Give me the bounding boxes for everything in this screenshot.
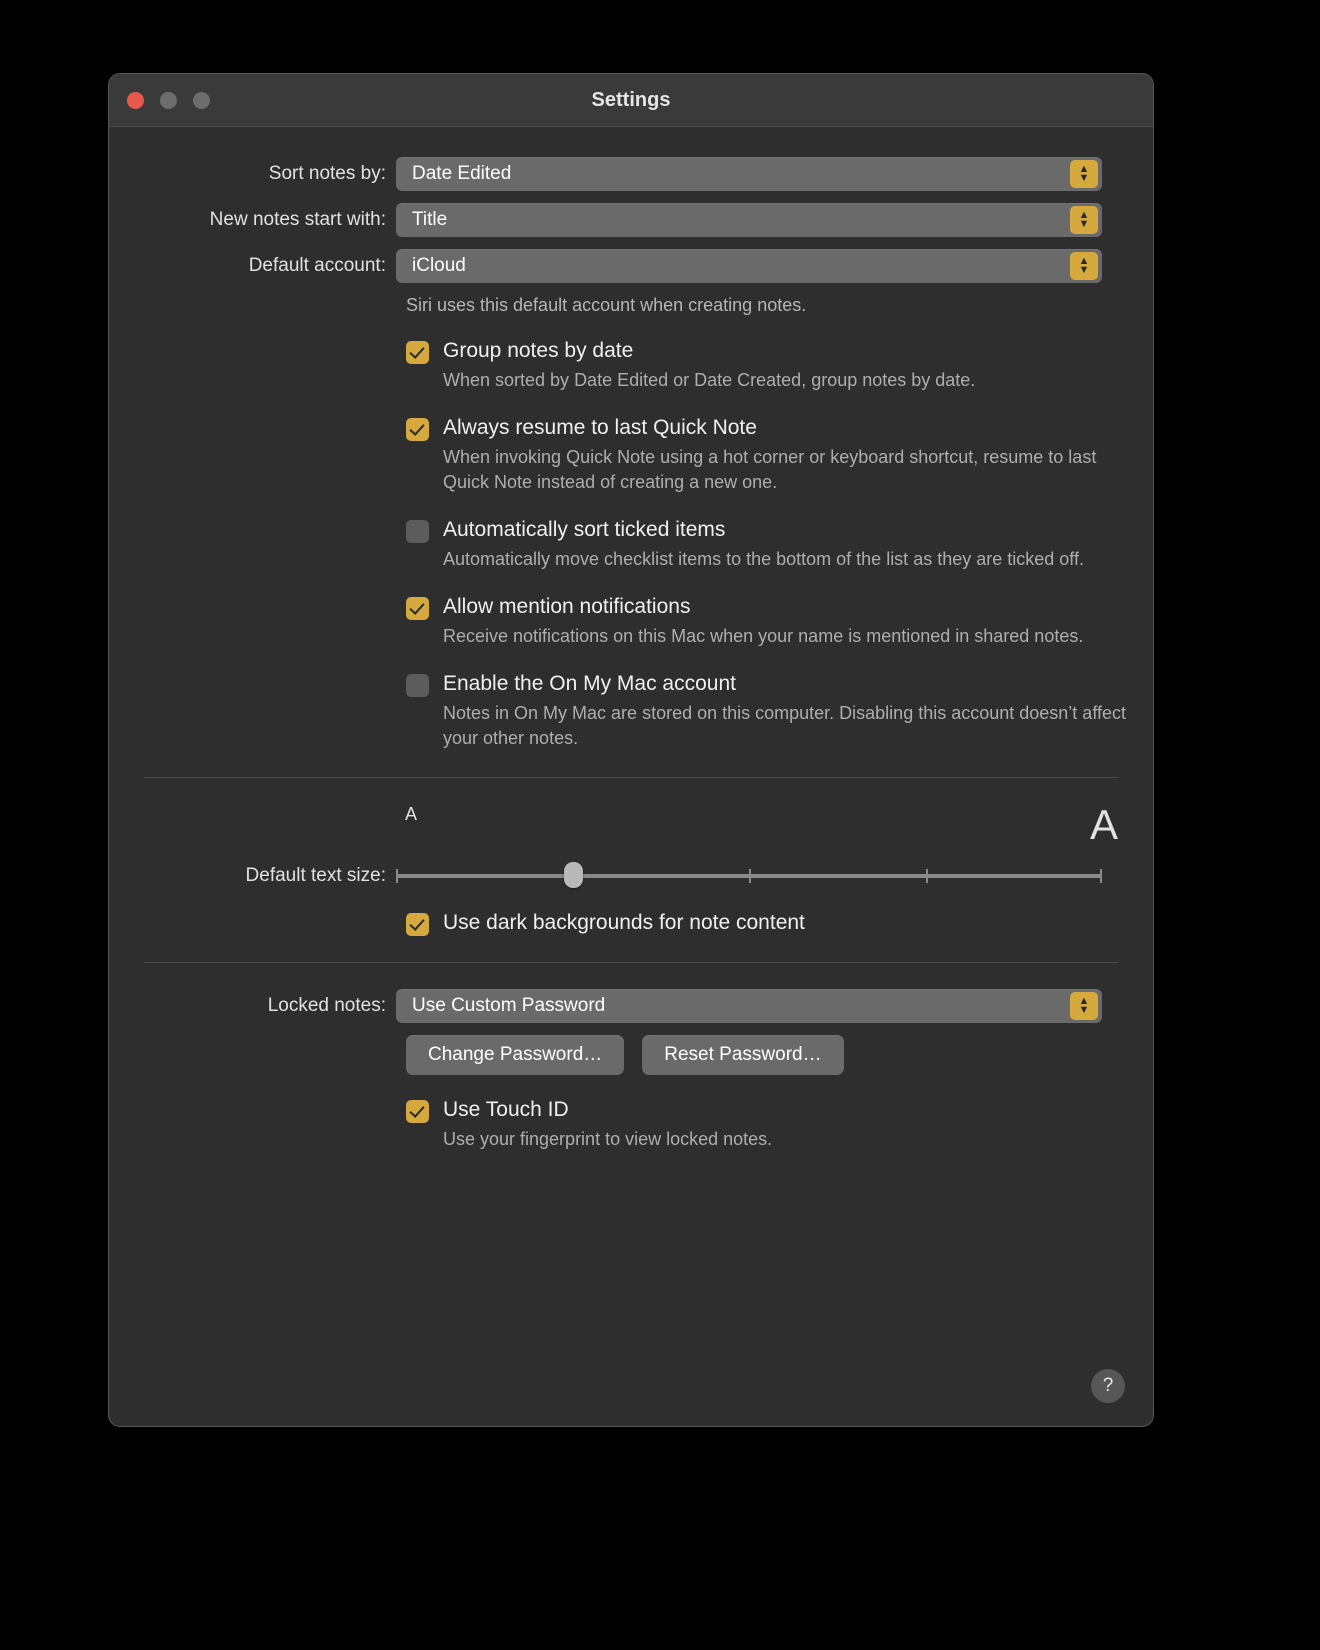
large-a-glyph: A — [1089, 801, 1118, 848]
always-resume-quick-note-block — [406, 415, 1153, 495]
enable-on-my-mac-checkbox[interactable] — [406, 674, 429, 697]
group-notes-by-date-block — [406, 338, 1153, 393]
locked-notes-popup[interactable] — [396, 989, 1102, 1023]
allow-mention-notifications-description: Receive notifications on this Mac when your name is mentioned in shared notes. — [443, 626, 1084, 646]
allow-mention-notifications-checkbox[interactable] — [406, 597, 429, 620]
slider-tick — [1100, 869, 1102, 883]
new-notes-start-with-value: Title — [412, 209, 448, 230]
always-resume-quick-note-checkbox[interactable] — [406, 418, 429, 441]
new-notes-start-with-popup[interactable] — [396, 203, 1102, 237]
default-account-hint: Siri uses this default account when creating notes. — [406, 295, 807, 315]
auto-sort-ticked-items-checkbox[interactable] — [406, 520, 429, 543]
new-notes-start-with-label: New notes start with: — [209, 209, 386, 230]
auto-sort-ticked-items-label: Automatically sort ticked items — [443, 518, 726, 541]
chevron-updown-icon[interactable]: ▲ ▼ — [1070, 992, 1098, 1020]
touch-id-block — [406, 1097, 1153, 1152]
chevron-updown-icon[interactable]: ▲ ▼ — [1070, 252, 1098, 280]
settings-content — [109, 127, 1153, 1427]
text-size-section — [109, 801, 1153, 864]
always-resume-quick-note-label: Always resume to last Quick Note — [443, 416, 757, 439]
maximize-window-button[interactable] — [193, 92, 210, 109]
slider-tick — [396, 869, 398, 883]
default-account-popup[interactable] — [396, 249, 1102, 283]
auto-sort-ticked-items-block — [406, 517, 1153, 572]
close-window-button[interactable] — [127, 92, 144, 109]
default-text-size-slider[interactable] — [396, 864, 1102, 888]
use-touch-id-checkbox[interactable] — [406, 1100, 429, 1123]
default-account-label: Default account: — [248, 255, 386, 276]
divider — [144, 962, 1118, 963]
allow-mention-notifications-label: Allow mention notifications — [443, 595, 691, 618]
dark-backgrounds-checkbox[interactable] — [406, 913, 429, 936]
sort-notes-by-value: Date Edited — [412, 163, 512, 184]
locked-notes-value: Use Custom Password — [412, 995, 606, 1016]
password-buttons — [406, 1035, 1153, 1075]
enable-on-my-mac-description: Notes in On My Mac are stored on this computer. Disabling this account doesn’t affect your other notes. — [443, 703, 1127, 748]
default-account-row — [109, 249, 1153, 283]
new-notes-start-with-row — [109, 203, 1153, 237]
window-title: Settings — [591, 89, 671, 111]
enable-on-my-mac-block — [406, 671, 1153, 751]
divider — [144, 777, 1118, 778]
small-a-glyph: A — [405, 804, 418, 824]
slider-knob[interactable] — [564, 862, 583, 888]
use-touch-id-label: Use Touch ID — [443, 1098, 569, 1121]
dark-backgrounds-label: Use dark backgrounds for note content — [443, 911, 805, 934]
use-touch-id-description: Use your fingerprint to view locked notes. — [443, 1129, 773, 1149]
default-text-size-row — [109, 864, 1153, 888]
window-titlebar — [109, 74, 1153, 127]
allow-mention-notifications-block — [406, 594, 1153, 649]
enable-on-my-mac-label: Enable the On My Mac account — [443, 672, 736, 695]
sort-notes-by-popup[interactable] — [396, 157, 1102, 191]
chevron-updown-icon[interactable]: ▲ ▼ — [1070, 206, 1098, 234]
group-notes-by-date-description: When sorted by Date Edited or Date Created, group notes by date. — [443, 370, 976, 390]
slider-tick — [749, 869, 751, 883]
always-resume-quick-note-description: When invoking Quick Note using a hot corner or keyboard shortcut, resume to last Quick Note instead of creating a new one. — [443, 447, 1097, 492]
group-notes-by-date-label: Group notes by date — [443, 339, 634, 362]
slider-tick — [926, 869, 928, 883]
locked-notes-row — [109, 989, 1153, 1023]
group-notes-by-date-checkbox[interactable] — [406, 341, 429, 364]
sort-notes-by-row — [109, 157, 1153, 191]
minimize-window-button[interactable] — [160, 92, 177, 109]
auto-sort-ticked-items-description: Automatically move checklist items to the bottom of the list as they are ticked off. — [443, 549, 1084, 569]
chevron-updown-icon[interactable]: ▲ ▼ — [1070, 160, 1098, 188]
locked-notes-label: Locked notes: — [267, 995, 386, 1016]
change-password-button[interactable]: Change Password… — [406, 1035, 624, 1075]
settings-window — [108, 73, 1154, 1427]
sort-notes-by-label: Sort notes by: — [268, 163, 386, 184]
reset-password-button[interactable]: Reset Password… — [642, 1035, 843, 1075]
help-button[interactable]: ? — [1091, 1369, 1125, 1403]
default-account-value: iCloud — [412, 255, 466, 276]
dark-backgrounds-block — [406, 910, 1153, 936]
default-text-size-label: Default text size: — [245, 865, 386, 886]
